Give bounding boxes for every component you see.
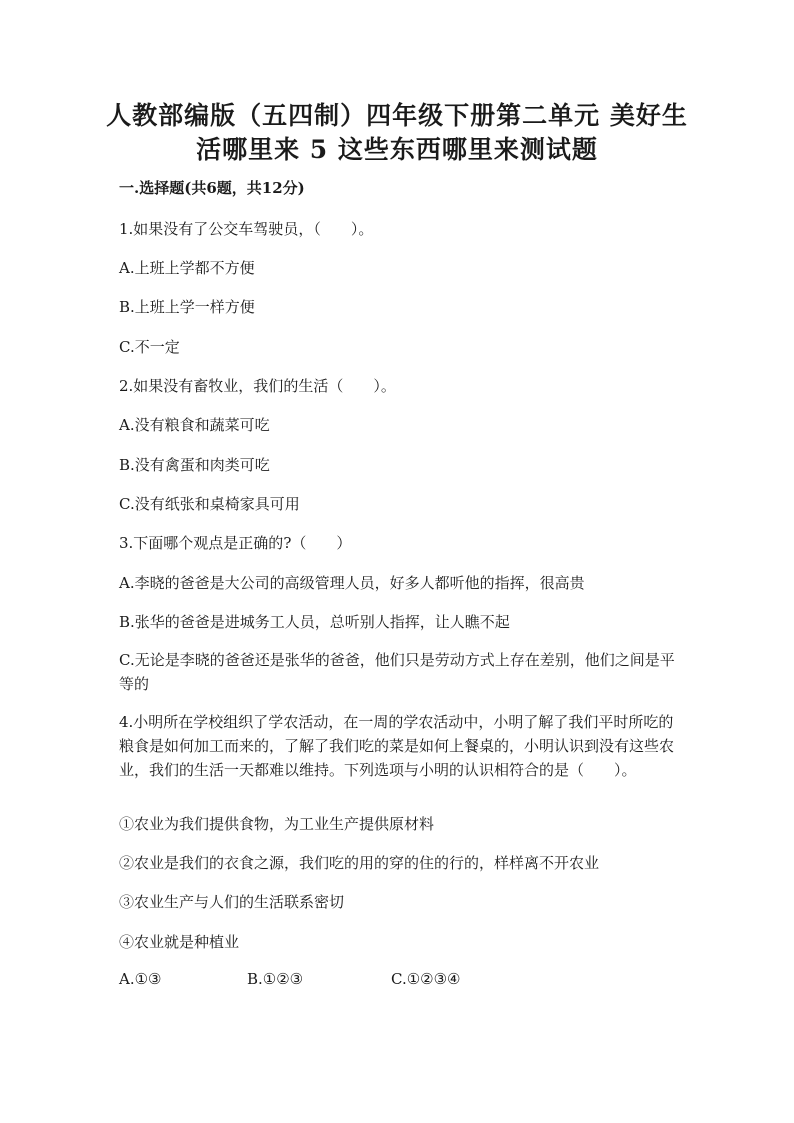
question-1-option-c: C.不一定 xyxy=(119,338,180,356)
question-4-stem: 4.小明所在学校组织了学农活动，在一周的学农活动中，小明了解了我们平时所吃的粮食是如何加工而来的，了解了我们吃的菜是如何上餐桌的，小明认识到没有这些农业，我们的生活一天都难以维持。下列选项与小明的认识相符合的是（ ）。 xyxy=(119,713,675,779)
page-title-line-1: 人教部编版（五四制）四年级下册第二单元 美好生 xyxy=(106,101,688,130)
question-2-stem: 2.如果没有畜牧业，我们的生活（ ）。 xyxy=(119,377,396,395)
question-4-statement-1: ①农业为我们提供食物，为工业生产提供原材料 xyxy=(119,815,435,833)
question-4-option-c: C.①②③④ xyxy=(391,970,461,988)
question-2-option-b: B.没有禽蛋和肉类可吃 xyxy=(119,456,270,474)
question-1-option-b: B.上班上学一样方便 xyxy=(119,298,255,316)
question-4-option-a: A.①③ xyxy=(119,970,162,988)
question-3-option-b: B.张华的爸爸是进城务工人员，总听别人指挥，让人瞧不起 xyxy=(119,613,510,631)
section-heading: 一.选择题(共6题，共12分) xyxy=(119,179,305,197)
question-4-statement-3: ③农业生产与人们的生活联系密切 xyxy=(119,893,345,911)
question-2-option-c: C.没有纸张和桌椅家具可用 xyxy=(119,495,300,513)
question-1-stem: 1.如果没有了公交车驾驶员，（ ）。 xyxy=(119,220,374,238)
question-4-option-b: B.①②③ xyxy=(247,970,304,988)
question-3-option-c: C.无论是李晓的爸爸还是张华的爸爸，他们只是劳动方式上存在差别，他们之间是平等的 xyxy=(119,651,675,693)
question-4-statement-2: ②农业是我们的衣食之源，我们吃的用的穿的住的行的，样样离不开农业 xyxy=(119,854,600,872)
question-3-stem: 3.下面哪个观点是正确的?（ ） xyxy=(119,534,352,552)
question-4-statement-4: ④农业就是种植业 xyxy=(119,933,240,951)
question-2-option-a: A.没有粮食和蔬菜可吃 xyxy=(119,416,270,434)
question-3-option-a: A.李晓的爸爸是大公司的高级管理人员，好多人都听他的指挥，很高贵 xyxy=(119,574,585,592)
question-1-option-a: A.上班上学都不方便 xyxy=(119,259,255,277)
page-title-line-2: 活哪里来 5 这些东西哪里来测试题 xyxy=(196,135,598,164)
